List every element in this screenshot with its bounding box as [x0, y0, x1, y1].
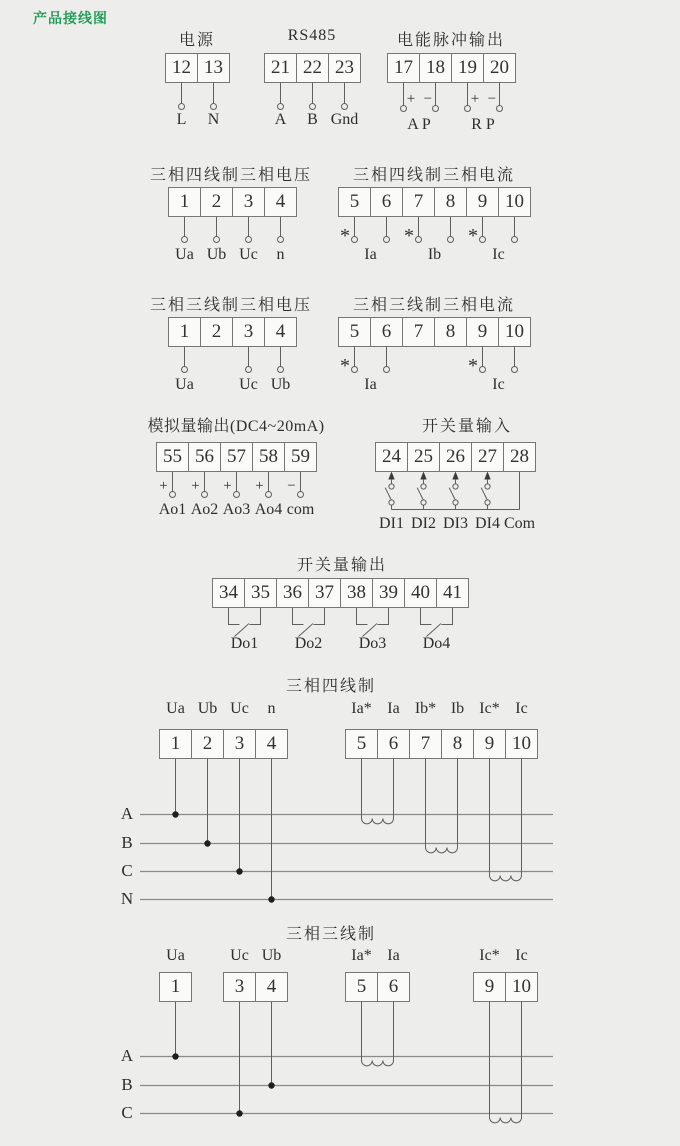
terminal-cell: 7	[402, 317, 435, 347]
terminal-cell: 39	[372, 578, 405, 608]
polarity-sign: −	[287, 478, 296, 494]
wire-label: n	[276, 246, 285, 263]
section-title-wire4: 三相四线制	[285, 678, 377, 695]
terminal-cell: 23	[328, 53, 361, 83]
polarity-sign: +	[191, 478, 200, 494]
polarity-sign: +	[223, 478, 232, 494]
terminal-cell: 4	[264, 187, 297, 217]
wire-label: Ic	[492, 376, 505, 393]
wire-label: com	[286, 501, 315, 518]
terminal-cell: 21	[264, 53, 297, 83]
terminal-cell: 56	[188, 442, 221, 472]
terminal-cell: 8	[434, 187, 467, 217]
terminal-cell: 27	[471, 442, 504, 472]
terminal-strip-i4	[338, 187, 531, 217]
section-title-analog: 模拟量输出(DC4~20mA)	[147, 418, 325, 435]
terminal-cell: 6	[370, 317, 403, 347]
terminal-cell: 18	[419, 53, 452, 83]
terminal-cell: 5	[338, 317, 371, 347]
terminal-strip-v3	[168, 317, 297, 347]
wire-label: B	[307, 111, 318, 128]
wire-label: Ua	[166, 700, 185, 717]
wire-label: Do2	[294, 635, 323, 652]
wire4-diagram	[140, 759, 553, 903]
terminal-cell: 4	[255, 972, 288, 1002]
wire-label: DI2	[411, 515, 436, 532]
terminal-cell: 57	[220, 442, 253, 472]
wire-label: Uc	[239, 246, 258, 263]
terminal-cell: 10	[498, 187, 531, 217]
polarity-sign: +	[470, 91, 480, 107]
terminal-strip-i3	[338, 317, 531, 347]
terminal-cell: 28	[503, 442, 536, 472]
wire-label: Ic	[515, 947, 528, 964]
terminal-cell: 37	[308, 578, 341, 608]
section-title-power: 电源	[178, 32, 216, 49]
polarity-sign: +	[406, 91, 416, 107]
terminal-cell: 12	[165, 53, 198, 83]
wire-label: Ao1	[158, 501, 187, 518]
terminal-strip-wire3-ucub	[223, 972, 288, 1002]
wire-label: Ia	[364, 376, 377, 393]
polarity-sign: +	[255, 478, 264, 494]
wire-label: A	[274, 111, 287, 128]
terminal-cell: 3	[232, 187, 265, 217]
wire-label: DI3	[443, 515, 468, 532]
ct-star-mark: *	[468, 355, 478, 377]
phase-label: C	[121, 1103, 133, 1122]
wire-label: L	[176, 111, 187, 128]
terminal-cell: 1	[159, 972, 192, 1002]
wire-label: Ia*	[351, 947, 372, 964]
wire-label: R P	[471, 116, 495, 133]
wire-label: Ib	[450, 700, 465, 717]
ct-star-mark: *	[340, 225, 350, 247]
wire-label: Uc	[239, 376, 258, 393]
terminal-cell: 10	[505, 729, 538, 759]
terminal-cell: 6	[377, 729, 410, 759]
terminal-strip-dout	[212, 578, 469, 608]
terminal-cell: 4	[255, 729, 288, 759]
terminal-cell: 40	[404, 578, 437, 608]
wire-label: Ib*	[414, 700, 437, 717]
wire-label: Uc	[230, 700, 249, 717]
wire-label: Ao2	[190, 501, 219, 518]
wire-label: Ub	[270, 376, 291, 393]
terminal-strip-wire3-ic	[473, 972, 538, 1002]
terminal-cell: 25	[407, 442, 440, 472]
section-title-dout: 开关量输出	[296, 557, 388, 574]
wire-label: Ua	[166, 947, 185, 964]
terminal-cell: 6	[377, 972, 410, 1002]
terminal-cell: 3	[223, 729, 256, 759]
section-title-i4: 三相四线制三相电流	[352, 167, 516, 184]
terminal-cell: 9	[466, 317, 499, 347]
wire-label: Ub	[261, 947, 282, 964]
terminal-cell: 1	[168, 317, 201, 347]
wire-label: Ua	[175, 246, 194, 263]
terminal-cell: 22	[296, 53, 329, 83]
terminal-strip-analog	[156, 442, 317, 472]
terminal-cell: 2	[200, 317, 233, 347]
terminal-cell: 1	[168, 187, 201, 217]
wire-label: Com	[503, 515, 536, 532]
terminal-cell: 20	[483, 53, 516, 83]
wire-label: Do4	[422, 635, 451, 652]
wire-label: Ub	[197, 700, 218, 717]
section-title-pulse: 电能脉冲输出	[396, 32, 506, 49]
terminal-strip-wire3-ua	[159, 972, 192, 1002]
terminal-cell: 3	[223, 972, 256, 1002]
terminal-cell: 35	[244, 578, 277, 608]
phase-label: C	[121, 861, 133, 880]
section-title-rs485: RS485	[287, 27, 337, 44]
terminal-cell: 26	[439, 442, 472, 472]
terminal-strip-pulse	[387, 53, 516, 83]
wire-label: A P	[407, 116, 431, 133]
terminal-cell: 55	[156, 442, 189, 472]
terminal-cell: 13	[197, 53, 230, 83]
terminal-cell: 7	[409, 729, 442, 759]
terminal-cell: 4	[264, 317, 297, 347]
terminal-strip-wire4-current	[345, 729, 538, 759]
terminal-cell: 7	[402, 187, 435, 217]
wire-label: Ib	[427, 246, 442, 263]
terminal-strip-din	[375, 442, 536, 472]
phase-label: A	[120, 804, 134, 823]
terminal-strip-wire3-ia	[345, 972, 410, 1002]
polarity-sign: −	[487, 91, 497, 107]
terminal-cell: 36	[276, 578, 309, 608]
wire-label: Ao3	[222, 501, 251, 518]
terminal-cell: 19	[451, 53, 484, 83]
wire-label: Ia	[387, 700, 400, 717]
section-title-v4: 三相四线制三相电压	[149, 167, 313, 184]
polarity-sign: −	[423, 91, 433, 107]
wire-label: DI1	[379, 515, 404, 532]
terminal-cell: 58	[252, 442, 285, 472]
terminal-cell: 8	[441, 729, 474, 759]
digital-output-contacts	[229, 608, 453, 637]
wire-label: Do3	[358, 635, 387, 652]
ct-star-mark: *	[340, 355, 350, 377]
terminal-cell: 2	[200, 187, 233, 217]
wire-label: Uc	[230, 947, 249, 964]
section-title-v3: 三相三线制三相电压	[149, 297, 313, 314]
wire-label: Ic*	[479, 947, 500, 964]
digital-input-switches	[385, 472, 519, 510]
ct-star-mark: *	[404, 225, 414, 247]
terminal-cell: 9	[473, 729, 506, 759]
phase-label: N	[120, 889, 134, 908]
wire3-diagram	[140, 1002, 553, 1123]
phase-label: A	[120, 1046, 134, 1065]
wire-label: Ua	[175, 376, 194, 393]
page-title: 产品接线图	[33, 10, 108, 26]
wire-label: Ic	[492, 246, 505, 263]
wire-label: Gnd	[330, 111, 359, 128]
terminal-cell: 3	[232, 317, 265, 347]
terminal-cell: 17	[387, 53, 420, 83]
terminal-cell: 2	[191, 729, 224, 759]
wire-label: Ia	[387, 947, 400, 964]
wire-label: Ao4	[254, 501, 283, 518]
wire-label: Ia*	[351, 700, 372, 717]
terminal-cell: 10	[505, 972, 538, 1002]
phase-label: B	[121, 833, 133, 852]
section-title-i3: 三相三线制三相电流	[352, 297, 516, 314]
section-title-wire3: 三相三线制	[285, 926, 377, 943]
terminal-cell: 1	[159, 729, 192, 759]
wire-label: Ia	[364, 246, 377, 263]
terminal-cell: 41	[436, 578, 469, 608]
terminal-cell: 38	[340, 578, 373, 608]
wire-label: N	[207, 111, 220, 128]
terminal-cell: 5	[345, 729, 378, 759]
phase-label: B	[121, 1075, 133, 1094]
terminal-cell: 9	[466, 187, 499, 217]
terminal-cell: 6	[370, 187, 403, 217]
wire-label: n	[267, 700, 276, 717]
terminal-cell: 34	[212, 578, 245, 608]
wire-label: Ic*	[479, 700, 500, 717]
ct-star-mark: *	[468, 225, 478, 247]
terminal-cell: 5	[345, 972, 378, 1002]
terminal-strip-power	[165, 53, 230, 83]
terminal-strip-v4	[168, 187, 297, 217]
section-title-din: 开关量输入	[421, 418, 513, 435]
terminal-cell: 8	[434, 317, 467, 347]
terminal-cell: 24	[375, 442, 408, 472]
terminal-cell: 10	[498, 317, 531, 347]
terminal-cell: 59	[284, 442, 317, 472]
wire-label: Ic	[515, 700, 528, 717]
polarity-sign: +	[159, 478, 168, 494]
wire-label: DI4	[475, 515, 500, 532]
terminal-cell: 9	[473, 972, 506, 1002]
wire-label: Ub	[206, 246, 227, 263]
wire-label: Do1	[230, 635, 259, 652]
terminal-cell: 5	[338, 187, 371, 217]
terminal-strip-wire4-voltage	[159, 729, 288, 759]
terminal-strip-rs485	[264, 53, 361, 83]
